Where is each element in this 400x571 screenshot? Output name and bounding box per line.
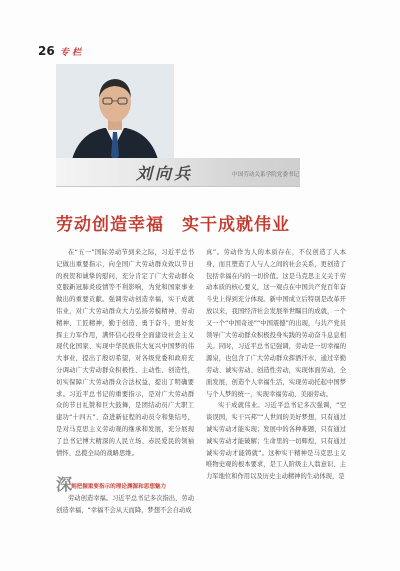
left-column-continued — [56, 493, 194, 517]
right-column — [206, 247, 346, 483]
caption-divider — [56, 186, 300, 187]
subheading — [56, 476, 196, 494]
page-number: 26 — [38, 44, 55, 58]
paragraph: 真”。劳动作为人的本质存在，不仅创造了人本身，而且塑造了人与人之间的社会关系，更创造了包括幸福在内的一切价值。这是马克思主义关于劳动本质的核心要义，这一观点在中国共产党百年奋斗史上得到充分体现。新中国成立后特别是改革开放以来，我国经济社会发展举世瞩目的成就，一个又一个“中国奇迹”“中国震撼”的出现，与共产党员领导广大劳动群众积极投身实践的劳动奋斗息息相关。同时，习近平总书记强调，劳动是一切幸福的源泉，也包含了广大劳动群众挥洒汗水，通过辛勤劳动、诚实劳动、创造性劳动，实现体面劳动、全面发展，创造个人幸福生活，实现劳动托起中国梦与个人梦的统一，实现幸福劳动、美丽劳动。 — [206, 249, 346, 398]
article-title: 劳动创造幸福 实干成就伟业 — [56, 215, 290, 235]
left-column — [56, 247, 194, 459]
author-portrait — [56, 64, 174, 168]
paragraph: 劳动创造幸福。习近平总书记多次指出，劳动创造幸福，“幸福不会从天而降，梦想不会自动成 — [56, 495, 194, 514]
paragraph: 在“五一”国际劳动节到来之际，习近平总书记做出重要指示，向全国广大劳动群众致以节日的祝贺和诚挚的慰问，充分肯定了广大劳动群众克服新冠肺炎疫情等不利影响，为党和国家事业做出的重要贡献。强调劳动创造幸福，实干成就伟业，对广大劳动群众大力弘扬劳模精神、劳动精神、工匠精神，勤于创造、勇于奋斗，更好发挥主力军作用，满怀信心投身全面建设社会主义现代化国家、实现中华民族伟大复兴中国梦的伟大事业，提出了殷切希望，对各级党委和政府充分调动广大劳动群众积极性、主动性、创造性，切实保障广大劳动群众合法权益，提出了明确要求。习近平总书记的重要指示，是对广大劳动群众的节日礼赞和巨大鼓舞，是团结动员广大职工建功“十四五”、奋进新征程的动员令和集结号，是对马克思主义劳动观的继承和发展，充分展现了总书记博大精深的人民立场、赤民爱民的领袖情怀、总揽全局的战略思维。 — [56, 249, 194, 457]
portrait-image — [56, 64, 174, 168]
paragraph: 实干成就伟业。习近平总书记多次强调，“空谈误国，实干兴邦”“人世间的美好梦想，只有通过诚实劳动才能实现；发展中的各种难题，只有通过诚实劳动才能破解；生命里的一切辉煌，只有通过诚实劳动才能铸就”。这种实干精神是马克思主义唯物史观的根本要求，是工人阶级主人翁意识、主力军地位和作用以及历史主动精神的生动体现，是 — [206, 402, 346, 481]
section-label: 专 栏 — [60, 48, 82, 58]
subheading-text: 刻把握重要指示的理论渊源和思想魅力 — [71, 484, 167, 490]
author-role: 中国劳动关系学院党委书记 — [232, 172, 300, 178]
subheading-drop-char: 深 — [56, 475, 73, 494]
author-signature: 刘向兵 — [136, 164, 194, 183]
